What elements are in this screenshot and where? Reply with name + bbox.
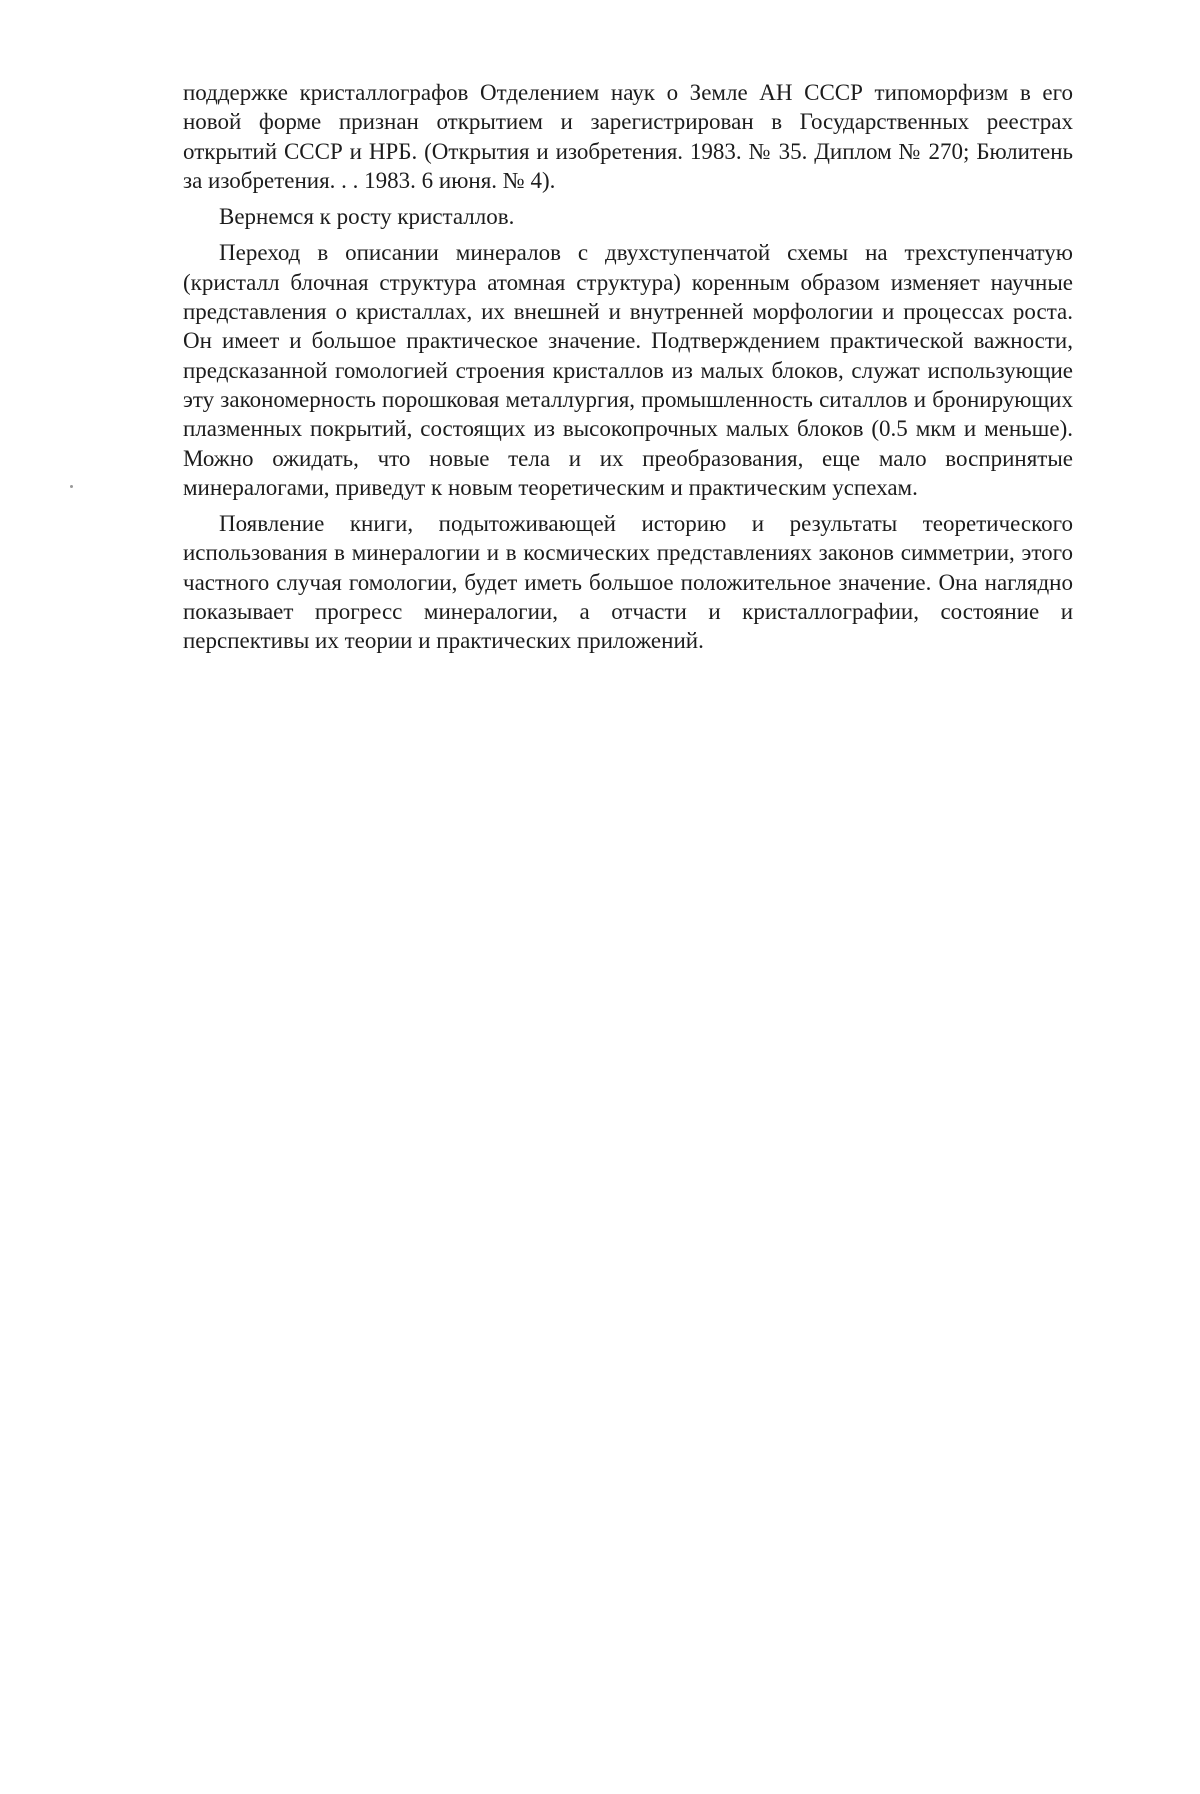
paragraph-three-stage-scheme: Переход в описании минералов с двухступенчатой схемы на трехступенчатую (кристалл блочная структура атомная структура) коренным образом изменяет научные представления о кристаллах, их внешней и внутренней морфологии и процессах роста. Он имеет и большое практическое значение. Подтверждением практической важности, предсказанной гомологией строения кристаллов из малых блоков, служат использующие эту закономерность порошковая металлургия, промышленность ситаллов и бронирующих плазменных покрытий, состоящих из высокопрочных малых блоков (0.5 мкм и меньше). Можно ожидать, что новые тела и их преобразования, еще мало воспринятые минералогами, приведут к новым теоретическим и практическим успехам. xyxy=(183,240,1073,500)
paragraph-continuation: поддержке кристаллографов Отделением наук о Земле АН СССР типоморфизм в его новой форме признан открытием и зарегистрирован в Государственных реестрах открытий СССР и НРБ. (Открытия и изобретения. 1983. № 35. Диплом № 270; Бюлитень за изобретения. . . 1983. 6 июня. № 4). xyxy=(183,80,1073,193)
scan-speck xyxy=(70,485,73,488)
body-text xyxy=(183,78,1073,656)
paragraph-book-significance: Появление книги, подытоживающей историю и результаты теоретического использования в минералогии и в космических представлениях законов симметрии, этого частного случая гомологии, будет иметь большое положительное значение. Она наглядно показывает прогресс минералогии, а отчасти и кристаллографии, состояние и перспективы их теории и практических приложений. xyxy=(183,511,1073,654)
paragraph-return-to-growth: Вернемся к росту кристаллов. xyxy=(219,204,515,230)
